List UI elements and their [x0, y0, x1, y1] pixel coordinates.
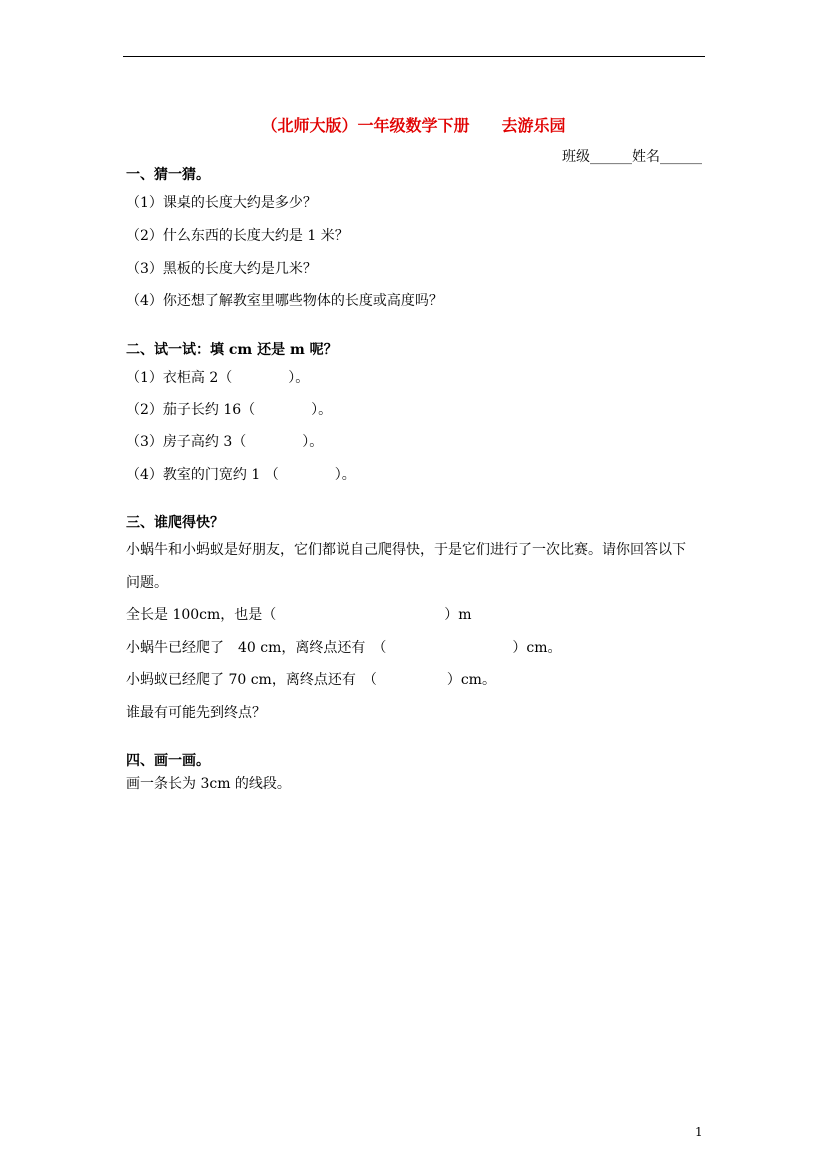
- section3-intro-line1: 小蜗牛和小蚂蚁是好朋友，它们都说自己爬得快，于是它们进行了一次比赛。请你回答以下: [126, 542, 686, 558]
- section2-item-2: （2）茄子长约 16（ ）。: [126, 402, 333, 418]
- section4-item: 画一条长为 3cm 的线段。: [126, 776, 291, 792]
- section3-question-4: 谁最有可能先到终点？: [126, 705, 266, 721]
- section1-item-2: （2）什么东西的长度大约是 1 米？: [126, 228, 349, 244]
- section2-item-1: （1）衣柜高 2（ ）。: [126, 370, 310, 386]
- document-title: （北师大版）一年级数学下册 去游乐园: [261, 116, 566, 135]
- section3-intro-line2: 问题。: [126, 575, 168, 591]
- section3-question-3: 小蚂蚁已经爬了 70 cm，离终点还有 （ ）cm。: [126, 672, 496, 688]
- section1-heading: 一、猜一猜。: [126, 167, 210, 183]
- class-name-line: 班级______姓名______: [562, 149, 702, 165]
- section3-question-1: 全长是 100cm，也是（ ）m: [126, 607, 472, 623]
- section3-heading: 三、谁爬得快？: [126, 515, 224, 531]
- section2-item-4: （4）教室的门宽约 1 （ ）。: [126, 467, 356, 483]
- section1-item-1: （1）课桌的长度大约是多少？: [126, 195, 317, 211]
- section2-item-3: （3）房子高约 3（ ）。: [126, 434, 324, 450]
- section1-item-3: （3）黑板的长度大约是几米？: [126, 261, 317, 277]
- page-number: 1: [695, 1125, 703, 1139]
- section4-heading: 四、画一画。: [126, 753, 210, 769]
- section1-item-4: （4）你还想了解教室里哪些物体的长度或高度吗？: [126, 293, 443, 309]
- section3-question-2: 小蜗牛已经爬了 40 cm，离终点还有 （ ）cm。: [126, 640, 562, 656]
- header-rule: [123, 56, 705, 57]
- section2-heading: 二、试一试：填 cm 还是 m 呢？: [126, 342, 338, 358]
